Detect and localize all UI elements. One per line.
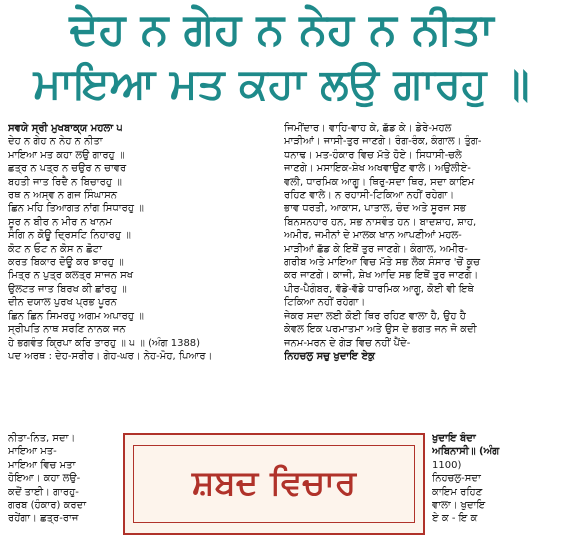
heading-line-1: ਦੇਹ ਨ ਗੇਹ ਨ ਨੇਹ ਨ ਨੀਤਾ: [69, 4, 494, 55]
text-line: ਨਿਹਚਲੁ-ਸਦਾ: [432, 473, 481, 485]
right-text-column-bottom: [432, 432, 558, 526]
text-line: ਭਾਵ ਧਰਤੀ, ਆਕਾਸ, ਪਾਤਾਲ, ਚੰਦ ਅਤੇ ਸੂਰਜ ਸਭ: [284, 203, 467, 215]
text-line: ਪੀਰ-ਪੈਗੰਬਰ, ਵੱਡੇ-ਵੱਡੇ ਧਾਰਮਿਕ ਆਗੂ, ਕੋਈ ਵੀ ਇਥੇ: [284, 283, 474, 295]
text-line: ਰਥ ਨ ਅਸ੍ਵ ਨ ਗਜ ਸਿੰਘਾਸਨ: [8, 190, 118, 202]
text-line: ਵਾਲਾ। ਖੁਦਾਇ: [432, 500, 486, 512]
text-line: ਜਨਮ-ਮਰਨ ਦੇ ਗੇੜ ਵਿਚ ਨਹੀਂ ਪੈਂਦੇ-: [284, 337, 411, 349]
text-line: ਗਰਬ (ਹੰਕਾਰ) ਕਰਦਾ: [8, 500, 87, 512]
text-line: 1100): [432, 459, 462, 471]
heading-line-2: ਮਾਇਆ ਮਤ ਕਹਾ ਲਉ ਗਾਰਹੁ ॥: [33, 59, 530, 108]
text-line: ਮਾੜੀਆਂ। ਜਾਸੀ-ਤੁਰ ਜਾਣਗੇ। ਰੰਗ-ਰੰਕ, ਕੰਗਾਲ। ਤੁੰਗ-: [284, 136, 482, 148]
left-text-column: [8, 122, 276, 363]
text-line: ਰਹਿਣ ਵਾਲੇ। ਨ ਰਹਾਸੀ-ਟਿਕਿਆ ਨਹੀਂ ਰਹੇਗਾ।: [284, 190, 455, 202]
text-line: ਛਿਨ ਮਹਿ ਤਿਆਗਤ ਨਾਂਗ ਸਿਧਾਰਹੁ ॥: [8, 203, 144, 215]
text-line: ਸ੍ਰੀਪਤਿ ਨਾਥ ਸਰਣਿ ਨਾਨਕ ਜਨ: [8, 324, 126, 336]
text-line: ਹੋਇਆ। ਕਹਾ ਲਉ-: [8, 473, 81, 485]
text-line: ਮਾਇਆ ਮਤ-: [8, 446, 57, 458]
text-line: ਟਿਕਿਆ ਨਹੀਂ ਰਹੇਗਾ।: [284, 297, 366, 309]
text-line: ਜਿਮੀਂਦਾਰ। ਵਾਹਿ-ਵਾਹ ਕੇ, ਛੱਡ ਕੇ। ਡੇਰੇ-ਮਹਲ: [284, 123, 452, 134]
text-line: ਹੇ ਭਗਵੰਤ ਕ੍ਰਿਪਾ ਕਰਿ ਤਾਰਹੁ ॥ ੫ ॥ (ਅੰਗ 1388): [8, 337, 201, 349]
text-line: ਵਲੀ, ਧਾਰਮਿਕ ਆਗੂ। ਥਿਰੁ-ਸਦਾ ਥਿਰ, ਸਦਾ ਕਾਇਮ: [284, 176, 475, 188]
text-line: ਮਿਤ੍ਰ ਨ ਪੁਤ੍ਰ ਕਲਤ੍ਰ ਸਾਜਨ ਸਖ: [8, 270, 134, 282]
text-line: ਦੀਨ ਦਯਾਲ ਪੁਰਖ ਪ੍ਰਭ ਪੂਰਨ: [8, 297, 117, 309]
left-text-column-bottom: [8, 432, 120, 526]
text-line: ਛਤ੍ਰ ਨ ਪਤ੍ਰ ਨ ਚਉਰ ਨ ਚਾਵਰ: [8, 163, 127, 175]
text-line: ਸੰਗਿ ਨ ਕੋਊ ਦ੍ਰਿਸਟਿ ਨਿਹਾਰਹੁ ॥: [8, 230, 131, 242]
text-line: ਕੋਟ ਨ ਓਟ ਨ ਕੋਸ ਨ ਛੋਟਾ: [8, 243, 102, 255]
text-line: ਬਹਤੀ ਜਾਤ ਰਿਦੈ ਨ ਬਿਚਾਰਹੁ ॥: [8, 176, 122, 188]
text-line: ਕਰ ਜਾਣਗੇ। ਕਾਜੀ, ਸ਼ੇਖ ਆਦਿ ਸਭ ਇਥੋਂ ਤੁਰ ਜਾਣਗੇ।: [284, 270, 479, 282]
text-line: ਮਾੜੀਆਂ ਛੱਡ ਕੇ ਇਥੋਂ ਤੁਰ ਜਾਣਗੇ। ਕੰਗਾਲ, ਅਮੀਰ-: [284, 243, 468, 255]
text-line: ਦੇਹ ਨ ਗੇਹ ਨ ਨੇਹ ਨ ਨੀਤਾ: [8, 136, 103, 148]
text-line: ਖੁਦਾਇ ਬੰਦਾ: [432, 433, 476, 444]
text-line: ਗਰੀਬ ਅਤੇ ਮਾਇਆ ਵਿਚ ਮੱਤੇ ਸਭ ਲੋਕ ਸੰਸਾਰ 'ਚੋਂ ਕੂਚ: [284, 257, 481, 269]
text-line: ਕਰਤ ਬਿਕਾਰ ਦੋਊ ਕਰ ਝਾਰਹੁ ॥: [8, 257, 124, 269]
text-line: ਜੇਕਰ ਸਦਾ ਲਈ ਕੋਈ ਥਿਰ ਰਹਿਣ ਵਾਲਾ ਹੈ, ਉਹ ਹੈ: [284, 310, 466, 322]
shabad-vichar-box: [123, 433, 425, 535]
text-line: ਨਿਹਚਲੁ ਸਚੁ ਖੁਦਾਇ ਏਕੁ: [284, 350, 375, 362]
text-line: ਅਮੀਰ, ਜਮੀਨਾਂ ਦੇ ਮਾਲਕ ਖਾਨ ਆਪਣੀਆਂ ਮਹਲ-: [284, 230, 462, 242]
right-text-column: [284, 122, 558, 363]
text-line: ਰਹੇਂਗਾ। ਛਤ੍ਰ-ਰਾਜ: [8, 513, 79, 525]
text-line: ਏ ਕ - ਇ ਕ: [432, 513, 478, 525]
text-line: ਕਦੋਂ ਤਾਈ। ਗਾਰਹੁ-: [8, 486, 79, 498]
text-line: ਛਿਨ ਛਿਨ ਸਿਮਰਹੁ ਅਗਮ ਅਪਾਰਹੁ ॥: [8, 310, 144, 322]
text-line: ਮਾਇਆ ਵਿਚ ਮਤਾ: [8, 459, 76, 471]
text-line: ਮਾਇਆ ਮਤ ਕਹਾ ਲਉ ਗਾਰਹੁ ॥: [8, 149, 125, 161]
text-line: ਪਦ ਅਰਥ : ਦੇਹ-ਸਰੀਰ। ਗੇਹ-ਘਰ। ਨੇਹ-ਮੋਹ, ਪਿਆਰ।: [8, 350, 213, 362]
text-line: ਜਾਣਗੇ। ਮਸਾਇਕ-ਸ਼ੇਖ ਅਖਵਾਉਣ ਵਾਲੇ। ਅਉਲੀਏ-: [284, 163, 471, 175]
text-line: ਸੂਰ ਨ ਬੀਰ ਨ ਮੀਰ ਨ ਖਾਨਮ: [8, 216, 112, 228]
text-line: ਸਵਯੇ ਸ੍ਰੀ ਮੁਖਬਾਕ੍ਯ ਮਹਲਾ ੫: [8, 123, 123, 134]
text-line: ਧਨਾਢ। ਮਤ-ਹੰਕਾਰ ਵਿਚ ਮੱਤੇ ਹੋਏ। ਸਿਧਾਸੀ-ਚਲੇ: [284, 149, 462, 161]
shabad-vichar-label: ਸ਼ਬਦ ਵਿਚਾਰ: [191, 463, 357, 503]
text-line: ਬਿਨਸਨਹਾਰ ਹਨ, ਸਭ ਨਾਸਵੰਤ ਹਨ। ਬਾਦਸ਼ਾਹ, ਸ਼ਾਹ,: [284, 216, 477, 228]
text-line: ਕੇਵਲ ਇਕ ਪਰਮਾਤਮਾ ਅਤੇ ਉਸ ਦੇ ਭਗਤ ਜਨ ਜੋ ਕਦੀ: [284, 324, 477, 336]
text-line: ਕਾਇਮ ਰਹਿਣ: [432, 486, 483, 498]
text-line: ਨੀਤਾ-ਨਿਤ, ਸਦਾ।: [8, 433, 76, 444]
text-line: ਉਲਟਤ ਜਾਤ ਬਿਰਖ ਕੀ ਛਾਂਰਹੁ ॥: [8, 283, 127, 295]
text-line: ਅਬਿਨਾਸੀ॥ (ਅੰਗ: [432, 446, 500, 458]
